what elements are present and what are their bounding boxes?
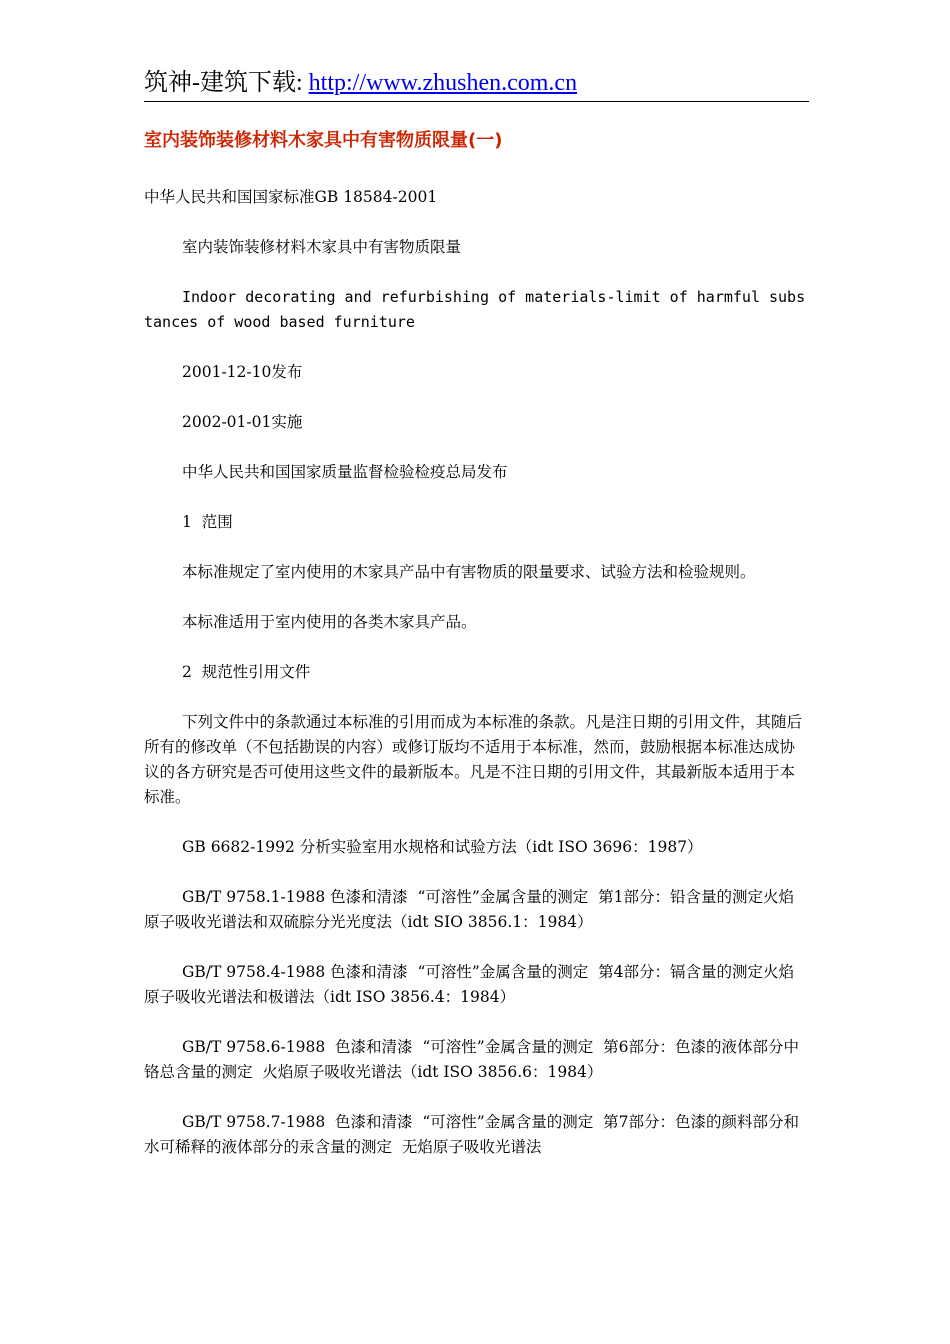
- header-site-name: 筑神-建筑下载:: [144, 70, 309, 96]
- header-url-link[interactable]: http://www.zhushen.com.cn: [308, 70, 578, 96]
- section-heading-references: 2 规范性引用文件: [182, 663, 311, 681]
- reference-gbt9758-7: GB/T 9758.7-1988 色漆和清漆 “可溶性”金属含量的测定 第7部分：色漆的颜料部分和水可稀释的液体部分的汞含量的测定 无焰原子吸收光谱法: [144, 1113, 799, 1156]
- reference-gbt9758-6: GB/T 9758.6-1988 色漆和清漆 “可溶性”金属含量的测定 第6部分：色漆的液体部分中铬总含量的测定 火焰原子吸收光谱法（idt ISO 3856.6：1984）: [144, 1038, 799, 1081]
- article-body: [144, 185, 806, 1185]
- references-intro: 下列文件中的条款通过本标准的引用而成为本标准的条款。凡是注日期的引用文件，其随后所有的修改单（不包括勘误的内容）或修订版均不适用于本标准，然而，鼓励根据本标准达成协议的各方研究是否可使用这些文件的最新版本。凡是不注日期的引用文件，其最新版本适用于本标准。: [144, 713, 803, 806]
- scope-paragraph-2: 本标准适用于室内使用的各类木家具产品。: [182, 613, 477, 631]
- standard-title-en: Indoor decorating and refurbishing of materials-limit of harmful substances of wood based furniture: [144, 288, 806, 331]
- header-divider: [144, 101, 809, 102]
- standard-title-cn: 室内装饰装修材料木家具中有害物质限量: [182, 238, 462, 256]
- page-header: [144, 66, 809, 100]
- reference-gbt9758-1: GB/T 9758.1-1988 色漆和清漆 “可溶性”金属含量的测定 第1部分：铅含量的测定火焰原子吸收光谱法和双硫腙分光光度法（idt SIO 3856.1：1984）: [144, 888, 795, 931]
- effective-date: 2002-01-01实施: [182, 413, 303, 431]
- scope-paragraph-1: 本标准规定了室内使用的木家具产品中有害物质的限量要求、试验方法和检验规则。: [182, 563, 756, 581]
- publish-date: 2001-12-10发布: [182, 363, 303, 381]
- publisher: 中华人民共和国国家质量监督检验检疫总局发布: [182, 463, 508, 481]
- section-heading-scope: 1 范围: [182, 513, 233, 531]
- reference-gbt9758-4: GB/T 9758.4-1988 色漆和清漆 “可溶性”金属含量的测定 第4部分：镉含量的测定火焰原子吸收光谱法和极谱法（idt ISO 3856.4：1984）: [144, 963, 795, 1006]
- reference-gb6682: GB 6682-1992 分析实验室用水规格和试验方法（idt ISO 3696：1987）: [182, 838, 703, 856]
- standard-number: 中华人民共和国国家标准GB 18584-2001: [144, 188, 438, 206]
- article-title: 室内装饰装修材料木家具中有害物质限量(一): [144, 130, 503, 151]
